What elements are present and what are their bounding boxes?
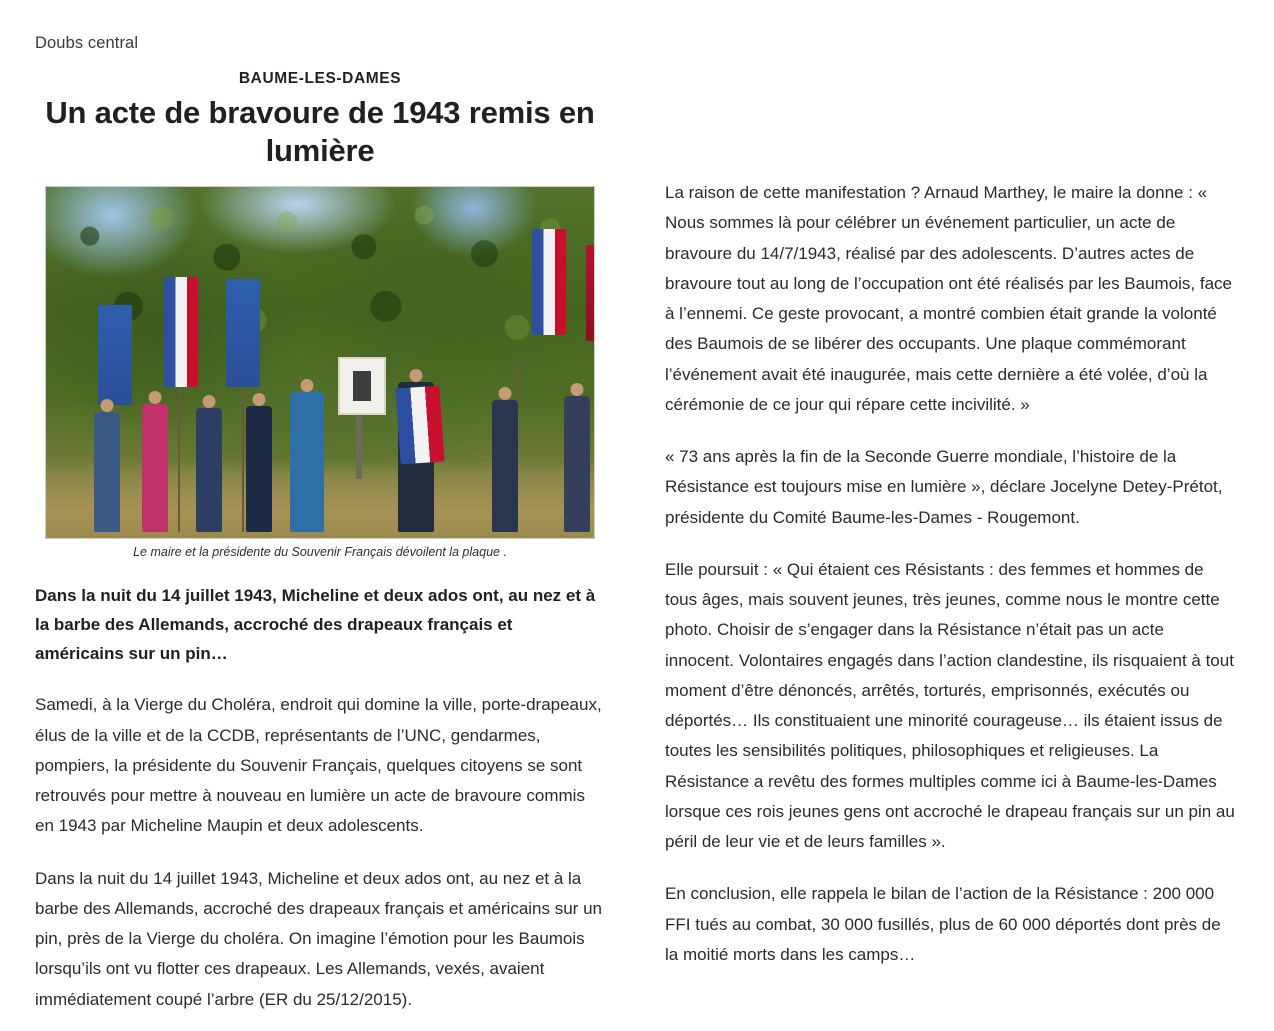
article-paragraph: En conclusion, elle rappela le bilan de l’action de la Résistance : 200 000 FFI tués au combat, 30 000 fusillés, plus de 60 000 déportés dont près de la moitié morts dans les camps… <box>665 884 1221 964</box>
flag-french <box>164 277 198 387</box>
article-figure <box>35 186 605 559</box>
person <box>492 400 518 532</box>
person-head <box>101 399 114 412</box>
article-lede: Dans la nuit du 14 juillet 1943, Micheline et deux ados ont, au nez et à la barbe des Allemands, accroché des drapeaux français et américains sur un pin… <box>35 585 596 664</box>
flag-blue <box>98 305 132 405</box>
ceremony-photo <box>45 186 595 539</box>
person-head <box>571 383 584 396</box>
person-head <box>301 379 314 392</box>
person <box>246 406 272 532</box>
flag-french-held <box>395 385 444 464</box>
article-left-column <box>35 70 605 1015</box>
person-head <box>203 395 216 408</box>
flag-blue <box>226 279 260 387</box>
commemorative-plaque <box>338 357 386 415</box>
article-paragraph: Elle poursuit : « Qui étaient ces Résistants : des femmes et hommes de tous âges, mais souvent jeunes, très jeunes, comme nous le montre cette photo. Choisir de s’engager dans la Résistance n’était pas un acte innocent. Volontaires engagés dans l’action clandestine, ils risquaient à tout moment d’être dénoncés, arrêtés, torturés, emprisonnés, exécutés ou déportés… Ils constituaient une minorité courageuse… ils étaient issus de toutes les sensibilités politiques, philosophiques et religieuses. La Résistance a revêtu des formes multiples comme ici à Baume-les-Dames lorsque ces rois jeunes gens ont accroché le drapeau français sur un pin au péril de leur vie et de leurs familles ». <box>665 559 1235 851</box>
person <box>564 396 590 532</box>
flag-french <box>532 229 566 335</box>
person-president <box>290 392 324 532</box>
article-paragraph: Samedi, à la Vierge du Choléra, endroit qui domine la ville, porte-drapeaux, élus de la ville et de la CCDB, représentants de l’UNC, gendarmes, pompiers, la présidente du Souvenir Français, quelques citoyens se sont retrouvés pour mettre à nouveau en lumière un acte de bravoure commis en 1943 par Micheline Maupin et deux adolescents. <box>35 695 602 836</box>
article-right-column <box>665 178 1237 970</box>
breadcrumb: Doubs central <box>35 34 139 52</box>
page-title: Un acte de bravoure de 1943 remis en lumière <box>45 95 595 168</box>
person <box>94 412 120 532</box>
article-paragraph: Dans la nuit du 14 juillet 1943, Micheline et deux ados ont, au nez et à la barbe des Allemands, accroché des drapeaux français et américains sur un pin, près de la Vierge du choléra. On imagine l’émotion pour les Baumois lorsqu’ils ont vu flotter ces drapeaux. Les Allemands, vexés, avaient immédiatement coupé l’arbre (ER du 25/12/2015). <box>35 868 602 1009</box>
plaque-stand <box>356 411 362 479</box>
person <box>196 408 222 532</box>
figure-caption: Le maire et la présidente du Souvenir Français dévoilent la plaque . <box>133 544 507 559</box>
person <box>142 404 168 532</box>
article-paragraph: La raison de cette manifestation ? Arnaud Marthey, le maire la donne : « Nous sommes là pour célébrer un événement particulier, un acte de bravoure du 14/7/1943, réalisé par des adolescents. D’autres actes de bravoure tout au long de l’occupation ont été réalisés par les Baumois, face à l’ennemi. Ce geste provocant, a montré combien était grande la volonté des Baumois de se libérer des occupants. Une plaque commémorant l’événement avait été inaugurée, mais cette dernière a été volée, d’où la cérémonie de ce jour qui répare cette incivilité. » <box>665 183 1233 414</box>
person-head <box>410 369 423 382</box>
article-dept-label: BAUME-LES-DAMES <box>238 70 402 87</box>
person-head <box>499 387 512 400</box>
person-head <box>149 391 162 404</box>
flag-red <box>586 245 595 341</box>
article-paragraph: « 73 ans après la fin de la Seconde Guerre mondiale, l’histoire de la Résistance est toujours mise en lumière », déclare Jocelyne Detey-Prétot, présidente du Comité Baume-les-Dames - Rougemont. <box>665 447 1223 527</box>
person-head <box>253 393 266 406</box>
